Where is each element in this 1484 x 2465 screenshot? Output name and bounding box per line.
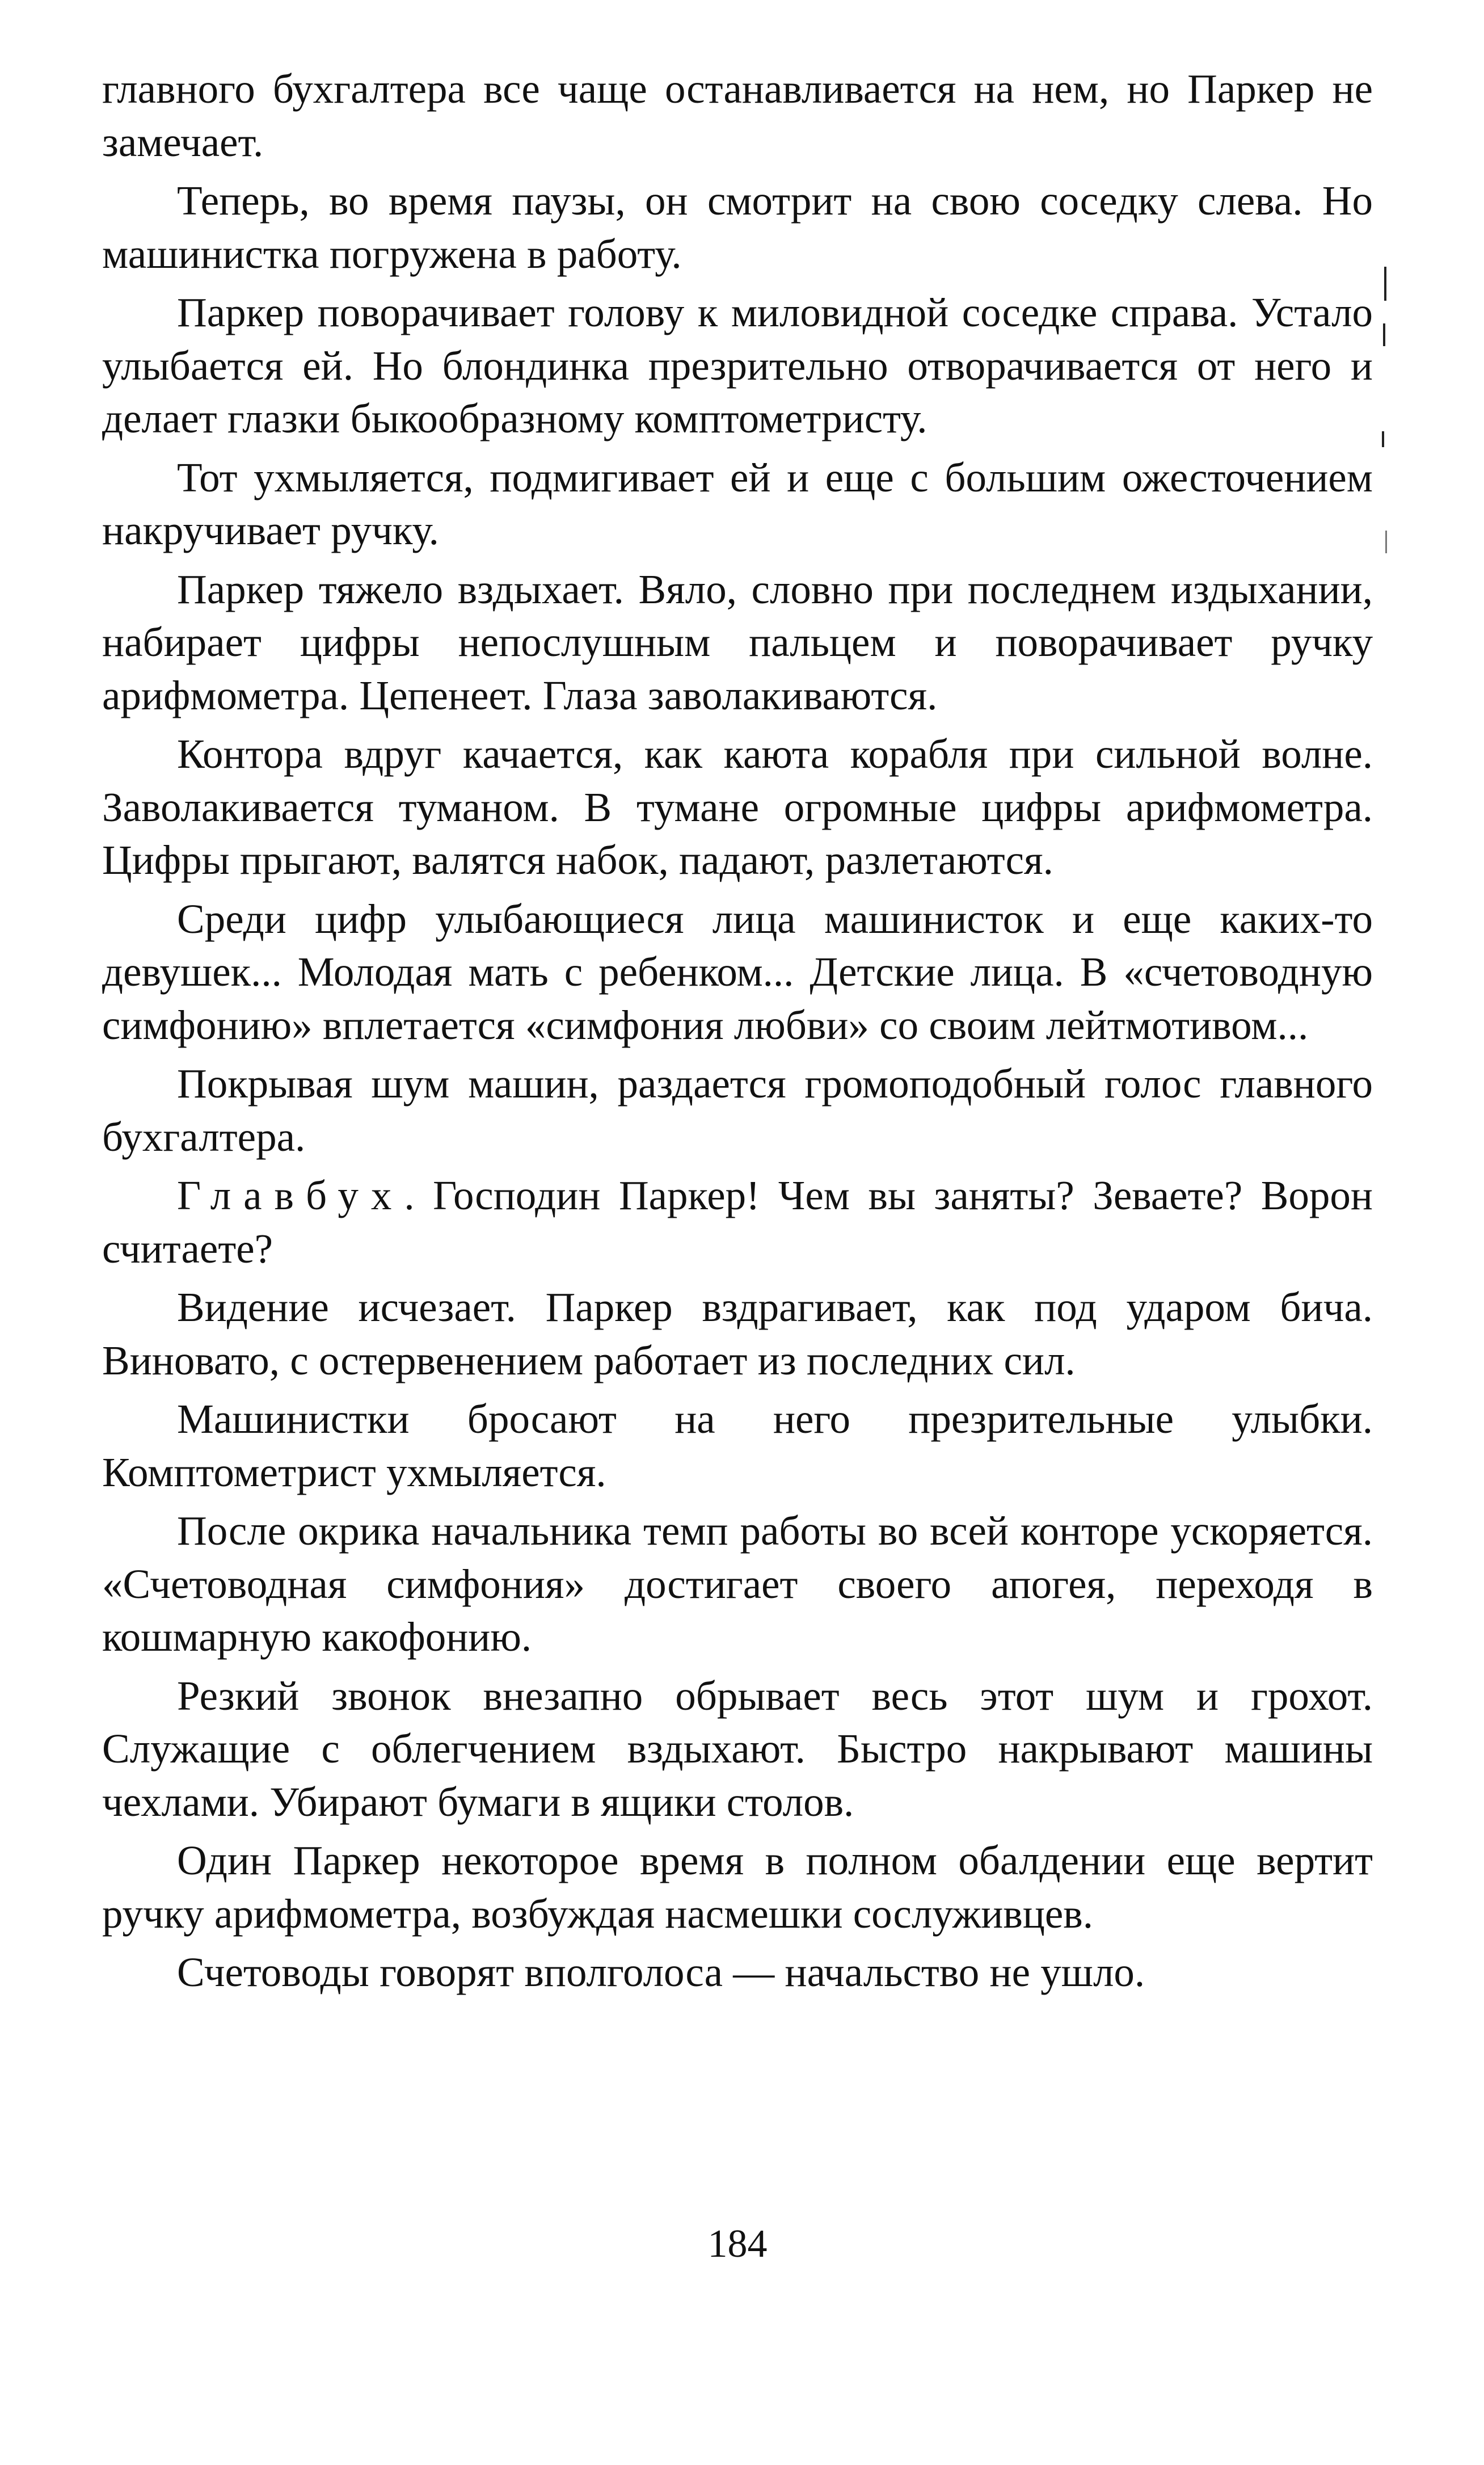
paragraph-10: Видение исчезает. Паркер вздрагивает, как под ударом бича. Виновато, с остервенением работает из последних сил.	[102, 1284, 1373, 1383]
paragraph-5: Паркер тяжело вздыхает. Вяло, словно при последнем издыхании, набирает цифры непослушным пальцем и поворачивает ручку арифмометра. Цепенеет. Глаза заволакиваются.	[102, 566, 1373, 718]
paragraph-15: Счетоводы говорят вполголоса — начальство не ушло.	[177, 1949, 1145, 1995]
paragraph-1: главного бухгалтера все чаще останавливается на нем, но Паркер не замечает.	[102, 66, 1373, 165]
page-number: 184	[707, 2222, 768, 2266]
paragraph-8: Покрывая шум машин, раздается громоподобный голос главного бухгалтера.	[102, 1061, 1373, 1160]
body-text	[102, 62, 1373, 1999]
paragraph-12: После окрика начальника темп работы во всей конторе ускоряется. «Счетоводная симфония» достигает своего апогея, переходя в кошмарную какофонию.	[102, 1508, 1373, 1660]
scan-mark	[1383, 323, 1385, 346]
book-page	[102, 62, 1373, 2417]
dialogue-paragraph	[102, 1169, 1373, 1275]
scan-mark	[1384, 267, 1386, 301]
scan-mark	[1382, 431, 1384, 447]
paragraph-3: Паркер поворачивает голову к миловидной соседке справа. Устало улыбается ей. Но блондинка презрительно отворачивается от него и делает глазки быкообразному комптометристу.	[102, 289, 1373, 441]
margin-scan-marks	[1380, 244, 1402, 607]
scan-mark	[1385, 531, 1387, 553]
paragraph-13: Резкий звонок внезапно обрывает весь этот шум и грохот. Служащие с облегчением вздыхают. Быстро накрывают машины чехлами. Убирают бумаги в ящики столов.	[102, 1672, 1373, 1825]
paragraph-2: Теперь, во время паузы, он смотрит на свою соседку слева. Но машинистка погружена в работу.	[102, 178, 1373, 277]
paragraph-4: Тот ухмыляется, подмигивает ей и еще с большим ожесточением накручивает ручку.	[102, 454, 1373, 553]
paragraph-11: Машинистки бросают на него презрительные улыбки. Комптометрист ухмыляется.	[102, 1396, 1373, 1495]
paragraph-6: Контора вдруг качается, как каюта корабля при сильной волне. Заволакивается туманом. В тумане огромные цифры арифмометра. Цифры прыгают, валятся набок, падают, разлетаются.	[102, 731, 1373, 883]
dialogue-text: . Господин Паркер! Чем вы заняты? Зеваете? Ворон считаете?	[102, 1172, 1373, 1272]
paragraph-14: Один Паркер некоторое время в полном обалдении еще вертит ручку арифмометра, возбуждая насмешки сослуживцев.	[102, 1837, 1373, 1937]
paragraph-7: Среди цифр улыбающиеся лица машинисток и еще каких-то девушек... Молодая мать с ребенком... Детские лица. В «счетоводную симфонию» вплетается «симфония любви» со своим лейтмотивом...	[102, 895, 1373, 1048]
speaker-name: Главбух	[177, 1172, 404, 1218]
